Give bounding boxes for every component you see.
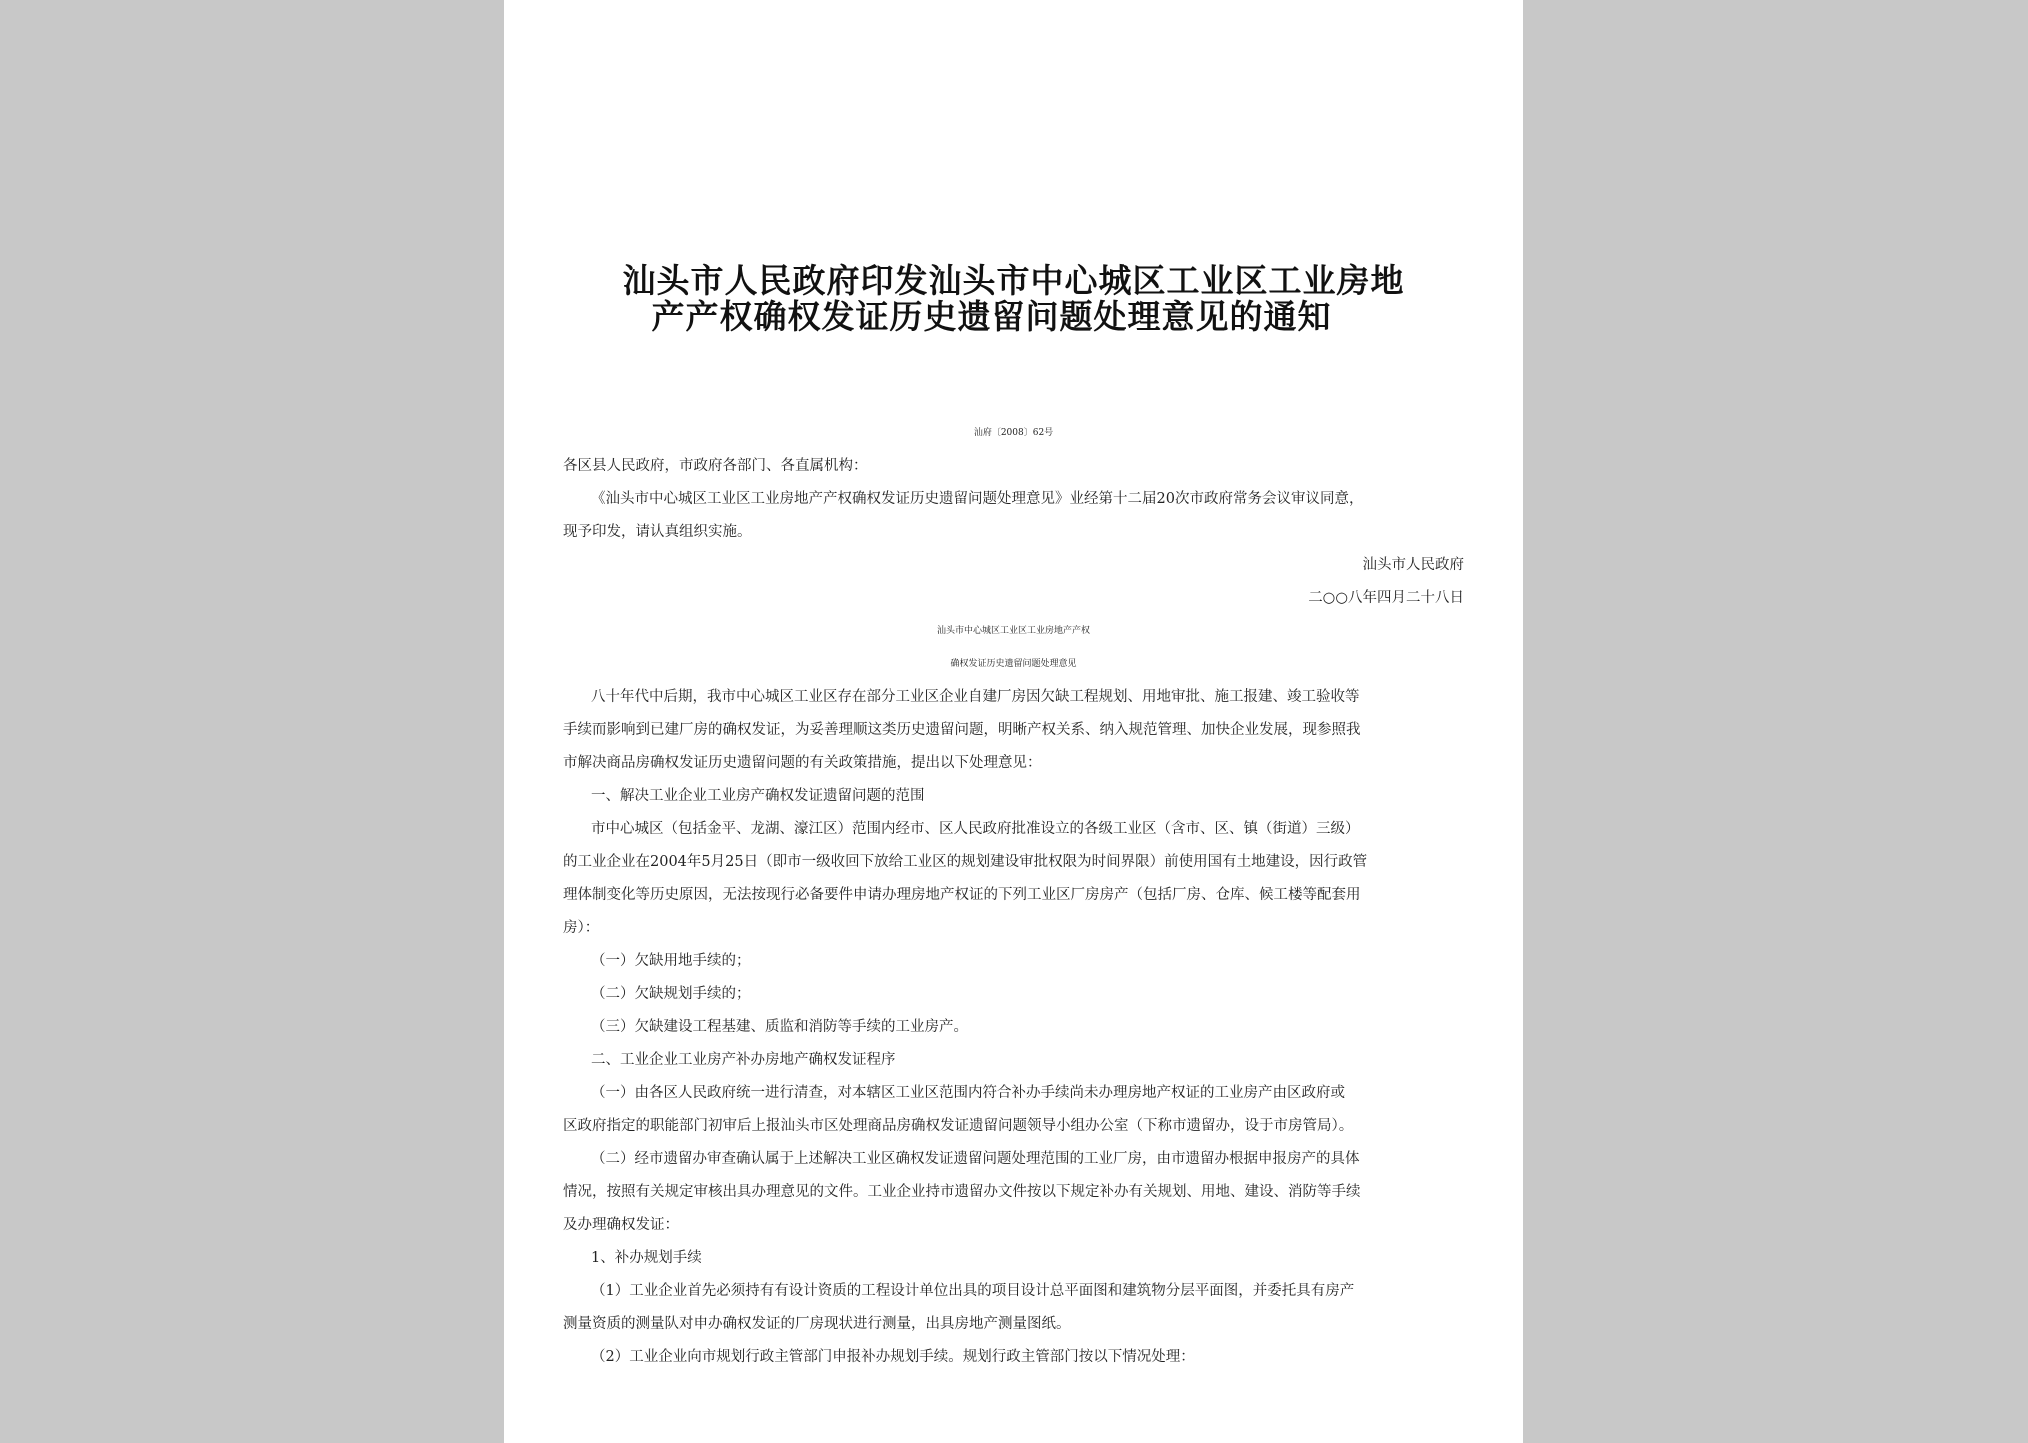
body-line: （2）工业企业向市规划行政主管部门申报补办规划手续。规划行政主管部门按以下情况处理： bbox=[591, 1349, 1195, 1365]
document-title-line-1: 汕头市人民政府印发汕头市中心城区工业区工业房地 bbox=[622, 261, 1405, 300]
body-line: 情况，按照有关规定审核出具办理意见的文件。工业企业持市遗留办文件按以下规定补办有关规划、用地、建设、消防等手续 bbox=[563, 1184, 1361, 1200]
list-item: （二）欠缺规划手续的； bbox=[591, 986, 751, 1002]
body-line: 区政府指定的职能部门初审后上报汕头市区处理商品房确权发证遗留问题领导小组办公室（下称市遗留办，设于市房管局）。 bbox=[563, 1118, 1354, 1134]
body-line: 测量资质的测量队对申办确权发证的厂房现状进行测量，出具房地产测量图纸。 bbox=[563, 1316, 1071, 1332]
issue-date: 二○○八年四月二十八日 bbox=[1308, 590, 1464, 606]
body-line: 《汕头市中心城区工业区工业房地产产权确权发证历史遗留问题处理意见》业经第十二届20次市政府常务会议审议同意， bbox=[591, 491, 1364, 507]
document-title-line-2: 产产权确权发证历史遗留问题处理意见的通知 bbox=[651, 297, 1332, 336]
body-line: （二）经市遗留办审查确认属于上述解决工业区确权发证遗留问题处理范围的工业厂房，由市遗留办根据申报房产的具体 bbox=[591, 1151, 1360, 1167]
body-line: （1）工业企业首先必须持有有设计资质的工程设计单位出具的项目设计总平面图和建筑物分层平面图，并委托具有房产 bbox=[591, 1283, 1355, 1299]
body-line: 八十年代中后期，我市中心城区工业区存在部分工业区企业自建厂房因欠缺工程规划、用地审批、施工报建、竣工验收等 bbox=[591, 689, 1360, 705]
body-line: 手续而影响到已建厂房的确权发证，为妥善理顺这类历史遗留问题，明晰产权关系、纳入规范管理、加快企业发展，现参照我 bbox=[563, 722, 1361, 738]
attachment-title-line-2: 确权发证历史遗留问题处理意见 bbox=[950, 659, 1077, 669]
body-line: 市解决商品房确权发证历史遗留问题的有关政策措施，提出以下处理意见： bbox=[563, 755, 1042, 771]
body-line: 理体制变化等历史原因，无法按现行必备要件申请办理房地产权证的下列工业区厂房房产（包括厂房、仓库、候工楼等配套用 bbox=[563, 887, 1361, 903]
body-line: 及办理确权发证： bbox=[563, 1217, 679, 1233]
body-line: 现予印发，请认真组织实施。 bbox=[563, 524, 752, 540]
document-number: 汕府〔2008〕62号 bbox=[973, 428, 1054, 438]
subsection-heading: 1、补办规划手续 bbox=[591, 1250, 702, 1266]
list-item: （一）欠缺用地手续的； bbox=[591, 953, 751, 969]
addressee: 各区县人民政府，市政府各部门、各直属机构： bbox=[563, 458, 868, 474]
body-line: （一）由各区人民政府统一进行清查，对本辖区工业区范围内符合补办手续尚未办理房地产权证的工业房产由区政府或 bbox=[591, 1085, 1345, 1101]
body-line: 市中心城区（包括金平、龙湖、濠江区）范围内经市、区人民政府批准设立的各级工业区（含市、区、镇（街道）三级） bbox=[591, 821, 1360, 837]
body-line: 的工业企业在2004年5月25日（即市一级收回下放给工业区的规划建设审批权限为时间界限）前使用国有土地建设，因行政管 bbox=[563, 854, 1368, 870]
issuer-signature: 汕头市人民政府 bbox=[1362, 557, 1464, 573]
document-page bbox=[504, 0, 1523, 1443]
attachment-title-line-1: 汕头市中心城区工业区工业房地产产权 bbox=[936, 626, 1090, 636]
list-item: （三）欠缺建设工程基建、质监和消防等手续的工业房产。 bbox=[591, 1019, 968, 1035]
body-line: 房）： bbox=[563, 920, 600, 936]
section-heading: 一、解决工业企业工业房产确权发证遗留问题的范围 bbox=[591, 788, 925, 804]
section-heading: 二、工业企业工业房产补办房地产确权发证程序 bbox=[591, 1052, 896, 1068]
